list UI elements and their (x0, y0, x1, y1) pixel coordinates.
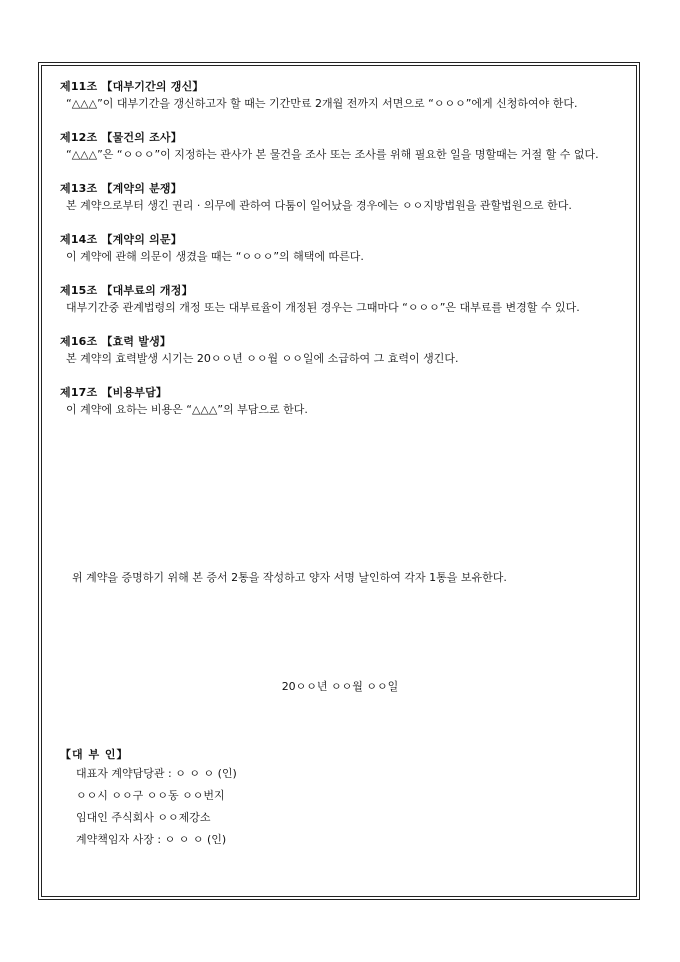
party-representative: 대표자 계약담당관 : ㅇ ㅇ ㅇ (인) (76, 767, 237, 780)
article-body: “△△△”은 “ㅇㅇㅇ”이 지정하는 관사가 본 물건을 조사 또는 조사를 위해 필요한 일을 명할때는 거절 할 수 없다. (66, 148, 599, 161)
article-title: 제15조 【대부료의 개정】 (60, 284, 193, 297)
article-title: 제11조 【대부기간의 갱신】 (60, 80, 204, 93)
article-body: 이 계약에 요하는 비용은 “△△△”의 부담으로 한다. (66, 403, 308, 416)
article-12 (60, 130, 626, 163)
article-14 (60, 232, 626, 265)
article-11 (60, 79, 626, 112)
article-title: 제16조 【효력 발생】 (60, 335, 172, 348)
article-17 (60, 385, 626, 418)
article-body: 대부기간중 관계법령의 개정 또는 대부료율이 개정된 경우는 그때마다 “ㅇㅇㅇ”은 대부료를 변경할 수 있다. (66, 301, 580, 314)
lender-party-block (60, 746, 620, 851)
article-13 (60, 181, 626, 214)
article-body: “△△△”이 대부기간을 갱신하고자 할 때는 기간만료 2개월 전까지 서면으로 “ㅇㅇㅇ”에게 신청하여야 한다. (66, 97, 578, 110)
articles-section (60, 79, 626, 436)
party-title: 【대 부 인】 (60, 748, 129, 761)
article-15 (60, 283, 626, 316)
article-16 (60, 334, 626, 367)
article-body: 이 계약에 관해 의문이 생겼을 때는 “ㅇㅇㅇ”의 해택에 따른다. (66, 250, 364, 263)
article-title: 제13조 【계약의 분쟁】 (60, 182, 182, 195)
article-title: 제14조 【계약의 의문】 (60, 233, 182, 246)
witness-clause: 위 계약을 증명하기 위해 본 증서 2통을 작성하고 양자 서명 날인하여 각자 1통을 보유한다. (72, 571, 507, 584)
party-responsible-person: 계약책임자 사장 : ㅇ ㅇ ㅇ (인) (76, 833, 227, 846)
contract-date: 20ㅇㅇ년 ㅇㅇ월 ㅇㅇ일 (281, 680, 399, 693)
article-body: 본 계약의 효력발생 시기는 20ㅇㅇ년 ㅇㅇ월 ㅇㅇ일에 소급하여 그 효력이 생긴다. (66, 352, 459, 365)
article-title: 제12조 【물건의 조사】 (60, 131, 182, 144)
article-title: 제17조 【비용부담】 (60, 386, 168, 399)
party-company: 임대인 주식회사 ㅇㅇ제강소 (76, 811, 211, 824)
article-body: 본 계약으로부터 생긴 권리 · 의무에 관하여 다툼이 일어났을 경우에는 ㅇㅇ지방법원을 관할법원으로 한다. (66, 199, 572, 212)
party-address: ㅇㅇ시 ㅇㅇ구 ㅇㅇ동 ㅇㅇ번지 (76, 789, 225, 802)
